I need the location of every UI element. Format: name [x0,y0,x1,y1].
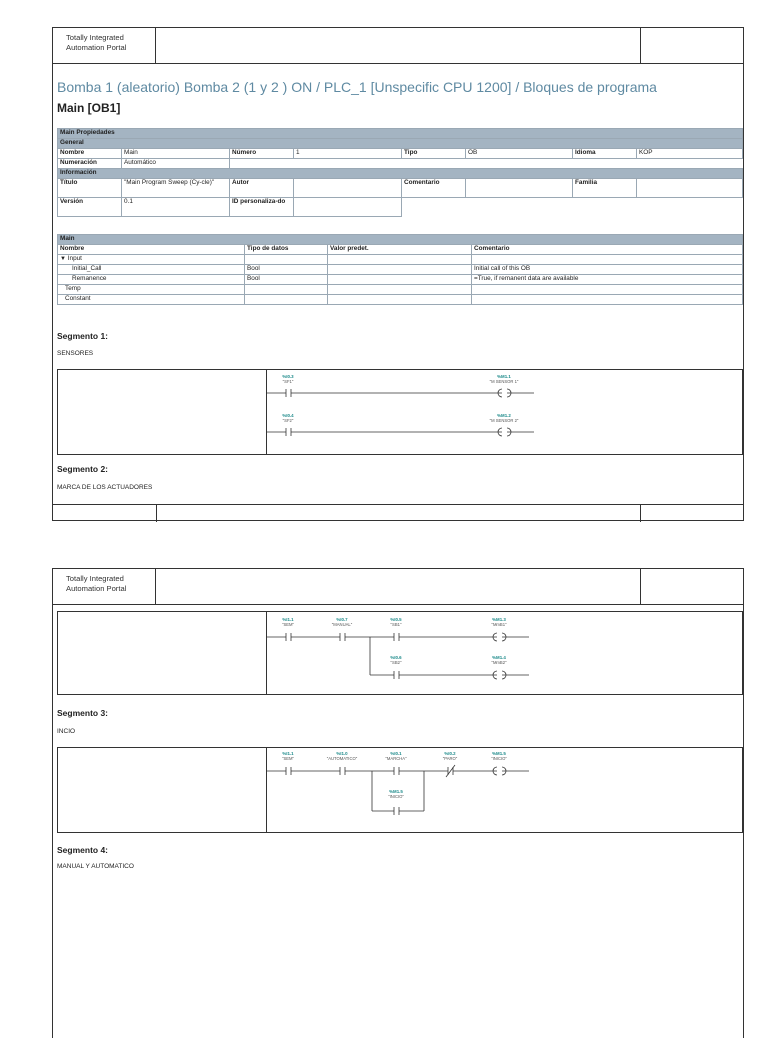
contact-address: %M1.5 [389,789,403,794]
network-segment-1 [57,369,743,455]
contact-address: %I1.0 [336,751,348,756]
coil-symbol: "M SENSOR 1" [489,379,519,384]
contact-address: %I0.6 [390,655,402,660]
contact-address: %I1.1 [282,751,294,756]
table-row: Initial_Call Bool Initial call of this OB [58,265,743,275]
contact-symbol: "MANUAL" [331,622,353,627]
contact-symbol: "SB1" [390,622,402,627]
general-section-header: General [58,139,743,149]
contact-symbol: "SEM" [281,756,295,761]
contact-address: %I1.1 [282,617,294,622]
coil-symbol: "MmB2" [491,660,507,665]
coil-symbol: "INICIO" [491,756,507,761]
segment-3-comment: INCIO [57,728,76,735]
block-title: Main [OB1] [57,101,121,115]
segment-4-comment: MANUAL Y AUTOMATICO [57,863,134,870]
contact-address: %I0.5 [390,617,402,622]
ladder-segment-2 [58,612,744,696]
interface-section-header: Main [58,235,743,245]
coil-symbol: "MmB1" [491,622,507,627]
coil-address: %M1.4 [492,655,506,660]
tia-portal-logo: Totally Integrated Automation Portal [53,28,156,63]
tia-portal-logo: Totally Integrated Automation Portal [53,569,156,604]
table-row: Temp [58,285,743,295]
document-title: Bomba 1 (aleatorio) Bomba 2 (1 y 2 ) ON / PLC_1 [Unspecific CPU 1200] / Bloques de programa [57,79,657,95]
block-properties-table: Main Propiedades General Nombre Main Número 1 Tipo OB Idioma KOP Numeración Automático Información Título "Main Program Sweep (Cy-cle)" Autor Comentario Familia Versión 0.1 ID personaliza-do [57,128,743,217]
coil-address: %M1.5 [492,751,506,756]
contact-address: %I0.4 [282,413,294,418]
contact-address: %I0.7 [336,617,348,622]
table-row: Constant [58,295,743,305]
segment-4-label: Segmento 4: [57,845,109,855]
coil-symbol: "M SENSOR 2" [489,418,519,423]
page-2 [52,568,744,1038]
informacion-section-header: Información [58,169,743,179]
coil-address: %M1.1 [497,374,511,379]
segment-2-label: Segmento 2: [57,464,109,474]
segment-2-comment: MARCA DE LOS ACTUADORES [57,484,153,491]
coil-address: %M1.3 [492,617,506,622]
page-header [53,569,743,605]
contact-address: %I0.2 [444,751,456,756]
coil-address: %M1.2 [497,413,511,418]
segment-3-label: Segmento 3: [57,708,109,718]
table-row: ▼ Input [58,255,743,265]
header-divider [640,28,641,63]
contact-symbol: "SB2" [390,660,402,665]
contact-symbol: "SEM" [281,622,295,627]
header-divider [640,569,641,604]
ladder-segment-3 [58,748,744,834]
table-row: Remanence Bool =True, if remanent data are available [58,275,743,285]
network-segment-2 [57,611,743,695]
contact-address: %I0.1 [390,751,402,756]
contact-address: %I0.3 [282,374,294,379]
page-footer [53,504,743,522]
network-segment-3 [57,747,743,833]
segment-1-comment: SENSORES [57,350,94,357]
contact-symbol: "INICIO" [388,794,404,799]
contact-symbol: "MARCHA" [385,756,407,761]
contact-symbol: "PARO" [442,756,458,761]
ladder-segment-1 [58,370,744,456]
contact-symbol: "SF1" [282,379,294,384]
expand-triangle-icon[interactable]: ▼ [60,256,66,262]
page-1 [52,27,744,521]
page-header [53,28,743,64]
properties-section-header: Main Propiedades [58,129,743,139]
segment-1-label: Segmento 1: [57,331,109,341]
contact-symbol: "AUTOMATICO" [326,756,358,761]
contact-symbol: "SF2" [282,418,294,423]
interface-table: Main Nombre Tipo de datos Valor predet. Comentario ▼ Input Initial_Call Bool Initial call of this OB Remanence Bool =True, if remanent data are available Temp Constant [57,234,743,305]
